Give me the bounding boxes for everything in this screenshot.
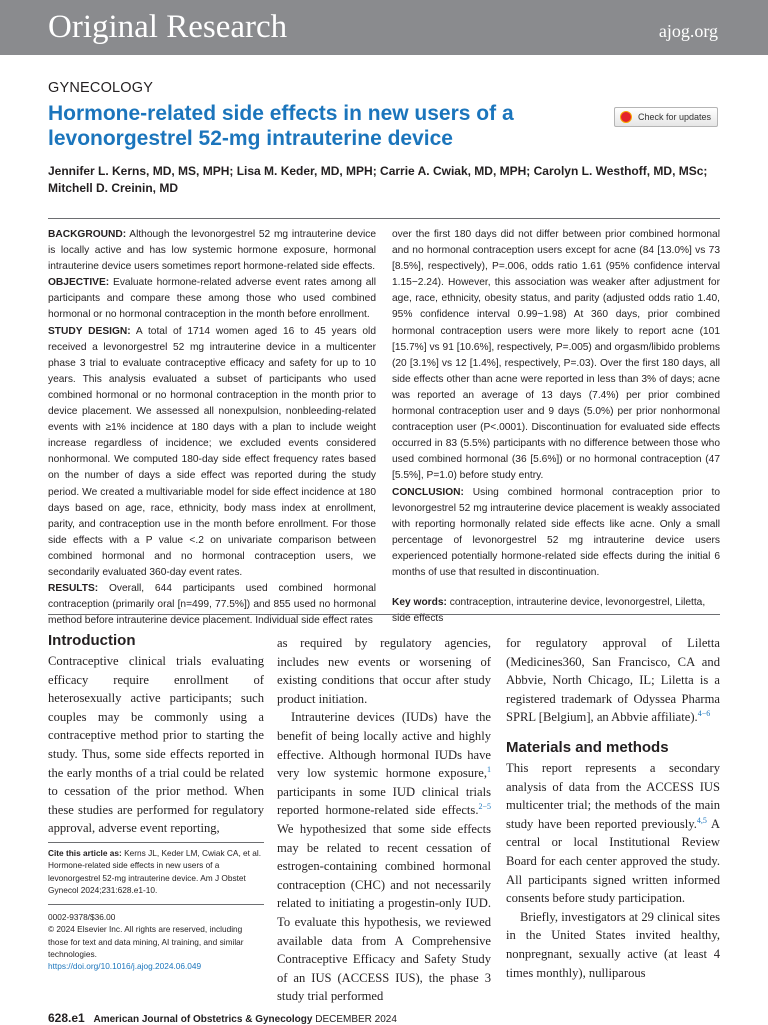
page-footer bbox=[48, 1011, 397, 1025]
introduction-heading: Introduction bbox=[48, 632, 136, 649]
check-for-updates-label: Check for updates bbox=[638, 112, 712, 122]
paragraph-text: for regulatory approval of Liletta (Medicines360, San Francisco, CA and Abbvie, North Chicago, IL; Liletta is a registered trademark of Odyssea Pharma SPRL [Belgium], an Abbvie affiliate). bbox=[506, 636, 720, 725]
introduction-paragraph-1: Contraceptive clinical trials evaluating efficacy require enrollment of heterosexually active participants; such couples may be commonly using a contraceptive method prior to starting the study. Thus, some side effects reported in the early months of a trial could be related to cessation of the prior method. When these studies are performed for regulatory approval, adverse event reporting, bbox=[48, 654, 264, 836]
abstract-column-right bbox=[392, 227, 720, 627]
methods-paragraph-2: Briefly, investigators at 29 clinical sites in the United States invited healthy, nonpregnant, sexually active (at least 4 times monthly), nulliparous bbox=[506, 909, 720, 980]
citation-bottom-rule bbox=[48, 904, 264, 905]
paragraph-text: This report represents a secondary analysis of data from the ACCESS IUS multicenter trial; the methods of the main study have been reported previously. bbox=[506, 760, 720, 831]
background-text: Although the levonorgestrel 52 mg intrauterine device is locally active and has low systemic hormone exposure, hormonal intrauterine device users sometimes report hormone-related side effects. bbox=[48, 229, 376, 273]
objective-label: OBJECTIVE: bbox=[48, 277, 110, 289]
abstract-conclusion bbox=[392, 485, 720, 582]
abstract-results bbox=[48, 581, 376, 629]
paragraph-text: participants in some IUD clinical trials reported hormone-related side effects. bbox=[277, 784, 491, 818]
conclusion-label: CONCLUSION: bbox=[392, 486, 464, 498]
reference-link[interactable]: 2−5 bbox=[478, 802, 491, 812]
reference-link[interactable]: 4,5 bbox=[696, 815, 707, 825]
check-for-updates-button[interactable] bbox=[614, 107, 718, 127]
reference-link[interactable]: 1 bbox=[487, 764, 491, 774]
abstract-top-rule bbox=[48, 218, 720, 219]
article-title: Hormone-related side effects in new users of a levonorgestrel 52-mg intrauterine device bbox=[48, 102, 514, 150]
author-list: Jennifer L. Kerns, MD, MS, MPH; Lisa M. Keder, MD, MPH; Carrie A. Cwiak, MD, MPH; Carolyn L. Westhoff, MD, MSc; Mitchell D. Creinin, MD bbox=[48, 164, 708, 195]
objective-text: Evaluate hormone-related adverse event rates among all participants and compare these among those who used combined hormonal or no hormonal contraception in the month before enrollment. bbox=[48, 277, 376, 321]
keywords-label: Key words: bbox=[392, 597, 447, 609]
introduction-paragraph-4 bbox=[506, 634, 720, 727]
background-label: BACKGROUND: bbox=[48, 229, 127, 240]
results-label: RESULTS: bbox=[48, 583, 99, 595]
paragraph-text: We hypothesized that some side effects may be related to recent cessation of estrogen-containing combined hormonal contraception (CHC) and not necessarily related to initiating a progestin-only IUD. To evaluate this hypothesis, we reviewed available data from A Comprehensive Contraceptive Efficacy and Safety Study of an IUS (ACCESS IUS), the phase 3 study trial performed bbox=[277, 821, 491, 1004]
study-design-label: STUDY DESIGN: bbox=[48, 325, 131, 337]
copyright-notice: © 2024 Elsevier Inc. All rights are reserved, including those for text and data mining, AI training, and similar technologies. bbox=[48, 924, 244, 959]
legal-box bbox=[48, 911, 264, 972]
issue-date: DECEMBER 2024 bbox=[315, 1014, 397, 1025]
page-number: 628.e1 bbox=[48, 1011, 85, 1025]
citation-top-rule bbox=[48, 842, 264, 843]
citation-label: Cite this article as: bbox=[48, 848, 122, 858]
introduction-paragraph-2: as required by regulatory agencies, includes new events or worsening of existing conditions that occur after study product initiation. bbox=[277, 636, 491, 706]
journal-name: American Journal of Obstetrics & Gynecology bbox=[93, 1014, 313, 1025]
abstract-background bbox=[48, 227, 376, 275]
study-design-text: A total of 1714 women aged 16 to 45 years old received a levonorgestrel 52 mg intrauterine device in a multicenter phase 3 trial to evaluate contraceptive efficacy and safety for up to 10 years. This analysis evaluated a subset of participants who used combined hormonal or no hormonal contraception in the month prior to device placement. We assessed all nonexpulsion, nonbleeding-related events with ≥1% incidence at 180 days with a plan to include weight increase regardless of incidence; we excluded events considered nonhormonal. We computed 180-day side effect frequency rates based on the number of days a side effect was reported during the study period. We created a multivariable model for side effect incidence at 180 days based on age, race, ethnicity, body mass index at enrollment, parity, and contraception use in the month before enrollment. For those side effects with a P value <.2 on univariate comparison between combined hormonal and no hormonal contraception users, we secondarily evaluated 360-day event rates. bbox=[48, 325, 376, 578]
reference-link[interactable]: 4−6 bbox=[697, 709, 711, 719]
section-label: GYNECOLOGY bbox=[48, 80, 154, 96]
paragraph-text: Intrauterine devices (IUDs) have the benefit of being locally active and highly effective. Although hormonal IUDs have very low systemic hormone exposure, bbox=[277, 710, 491, 781]
journal-banner bbox=[0, 0, 768, 55]
doi-link[interactable]: https://doi.org/10.1016/j.ajog.2024.06.049 bbox=[48, 961, 202, 972]
results-text-part2: over the first 180 days did not differ between prior combined hormonal and no hormonal contraception users except for acne (84 [13.0%] vs 73 [8.5%], respectively), P=.006, odds ratio 1.61 (95% confidence interval 1.15−2.24). However, this association was weaker after adjustment for age, race, ethnicity, obesity status, and parity (adjusted odds ratio 1.40, 95% confidence interval 0.99−1.98) At 360 days, prior combined hormonal contraception users were more likely to report acne (101 [15.7%] vs 91 [10.6%], respectively, P=.005) and orgasm/libido problems (20 [3.1%] vs 12 [1.4%], respectively, P=.03). Over the first 180 days, all side effects other than acne were reported in less than 3% of days; acne was reported an average of 13 days (7.4%) per prior combined hormonal contraception user and 9 days (5.0%) per prior nonhormonal contraception user (P<.0001). Discontinuation for evaluated side effects occurred in 83 (5.5%) participants with no difference between those who used combined hormonal (36 [5.6%]) or no hormonal contraception (47 [5.5%], P=1.0) before study entry. bbox=[392, 229, 720, 482]
introduction-paragraph-3 bbox=[277, 708, 491, 1006]
methods-paragraph-1 bbox=[506, 759, 720, 908]
citation-text: Kerns JL, Keder LM, Cwiak CA, et al. Hormone-related side effects in new users of a levonorgestrel 52-mg intrauterine device. Am J Obstet Gynecol 2024;231:628.e1-10. bbox=[48, 848, 262, 895]
issn-price: 0002-9378/$36.00 bbox=[48, 912, 116, 922]
abstract-results-continued bbox=[392, 227, 720, 485]
abstract-keywords bbox=[392, 595, 720, 627]
results-text-part1: Overall, 644 participants used combined hormonal contraception (primarily oral [n=499, 77.5%]) and 855 used no hormonal method before intrauterine device placement. Individual side effect rates bbox=[48, 583, 376, 627]
abstract-bottom-rule bbox=[48, 614, 720, 615]
methods-heading: Materials and methods bbox=[506, 738, 669, 756]
journal-site-link[interactable]: ajog.org bbox=[658, 21, 718, 41]
body-column-2 bbox=[277, 634, 491, 1006]
paragraph-text: A central or local Institutional Review Board for each center approved the study. All participants signed written informed consents before study participation. bbox=[506, 816, 720, 906]
article-type-label: Original Research bbox=[48, 9, 288, 45]
abstract-objective bbox=[48, 275, 376, 323]
citation-box bbox=[48, 847, 264, 896]
body-column-1 bbox=[48, 630, 264, 838]
conclusion-text: Using combined hormonal contraception prior to levonorgestrel 52 mg intrauterine device placement is weakly associated with reporting hormonally related side effects like acne. Only a small percentage of levonorgestrel 52 mg intrauterine device users experienced potentially hormone-related side effects during the initial 6 months of use that resulted in discontinuation. bbox=[392, 486, 720, 578]
abstract-column-left bbox=[48, 227, 376, 629]
abstract-study-design bbox=[48, 324, 376, 582]
keywords-text: contraception, intrauterine device, levonorgestrel, Liletta, side effects bbox=[392, 597, 706, 625]
crossmark-icon bbox=[620, 111, 632, 123]
body-column-3 bbox=[506, 634, 720, 982]
